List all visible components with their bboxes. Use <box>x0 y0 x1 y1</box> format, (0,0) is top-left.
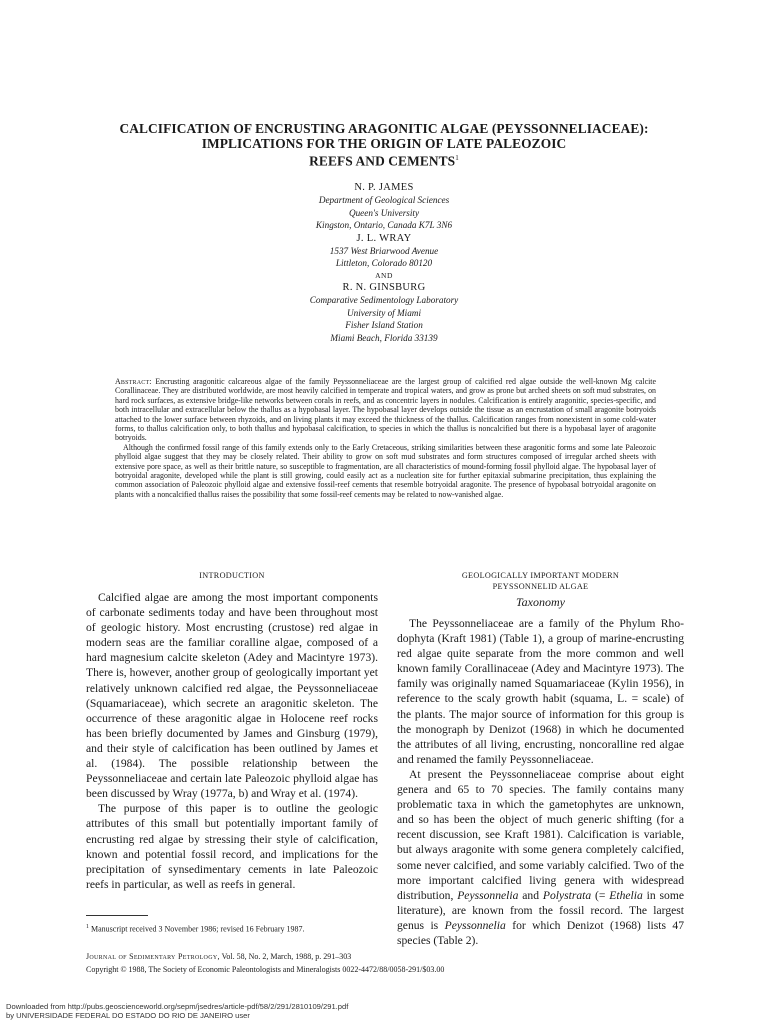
right-column <box>397 570 684 948</box>
abstract-paragraph-2: Although the confirmed fossil range of this family extends only to the Early Cretaceous, striking similarities between these aragonitic forms and some late Paleozoic phylloid algae suggest that they may be closely related. Their ability to grow on soft mud substrates and form structures composed of irregular arched sheets with extensive pore space, as well as their brittle nature, so susceptible to fragmentation, are all characteristics of mound-forming fossil phylloid algae. The hypobasal layer of botryoidal aragonite, developed while the plant is still growing, could easily act as a nucleation site for further epitaxial submarine precipitation, thus explaining the common association of Paleozoic phylloid algae and extensive fossil-reef cements that resemble botryoidal aragonite. The presence of hypobasal botryoidal aragonite on plants with a noncalcified thallus raises the possibility that some fossil-reef cements may be related to now-vanished algae. <box>115 442 656 499</box>
author-wray-street: 1537 West Briarwood Avenue <box>329 245 439 256</box>
title-line-3-text: REEFS AND CEMENTS <box>309 153 456 169</box>
author-wray-city: Littleton, Colorado 80120 <box>335 258 433 269</box>
author-name-wray: J. L. WRAY <box>356 232 412 244</box>
genus-polystrata: Polystrata <box>542 888 592 902</box>
abstract-paragraph-1-text: Encrusting aragonitic calcareous algae of the family Peyssonneliaceae are the largest group of calcified red algae outside the well-known Mg calcite Corallinaceae. They are distributed worldwide, are most heavily calcified in temperate and tropical waters, and grow as prone but arched sheets on soft mud substrates, on hard rock surfaces, as extensive bridge-like networks between corals in reefs, and as concentric layers in nodules. Calcification is entirely aragonitic, species-specific, and both intracellular and extracellular below the thallus as a hypobasal layer. The hypobasal layer develops outside the tissue as an encrustation of small aragonite botryoids attached to the lower surface between rhyzoids, and on living plants it may exceed the thickness of the thallus. Calcification ranges from nonexistent in some cold-water forms, to thallus calcification only, to both thallus and hypobasal calcification, to species in which the thallus is noncalcified but there is a hypobasal layer of aragonite botryoids. <box>115 377 656 443</box>
taxonomy-subheading: Taxonomy <box>516 595 565 609</box>
paper-title <box>100 121 668 168</box>
journal-volume: Vol. 58, No. 2, March, 1988, p. 291–303 <box>219 952 352 961</box>
footnote-rule <box>86 915 148 916</box>
footnote-mark: 1 <box>86 924 89 930</box>
taxonomy-paragraph-1: The Peyssonneliaceae are a family of the Phylum Rhodophyta (Kraft 1981) (Table 1), a group of marine-encrusting red algae quite separate from the more common and well known family Corallinaceae (Adey and Macintyre 1973). The family was originally named Squamariaceae (Kylin 1956), in reference to the scaly growth habit (squama, L. = scale) of the plants. The major source of information for this group is the monograph by Denizot (1968) in which he documented the attributes of all living, encrusting, noncoralline red algae and renamed the family Peyssonneliaceae. <box>397 617 684 766</box>
author-james-university: Queen's University <box>348 207 420 218</box>
abstract-label: Abstract: <box>115 377 152 386</box>
author-name-james: N. P. JAMES <box>354 182 414 193</box>
section-heading-line-1: GEOLOGICALLY IMPORTANT MODERN <box>461 571 620 580</box>
title-line-2: IMPLICATIONS FOR THE ORIGIN OF LATE PALEOZOIC <box>201 136 567 151</box>
abstract <box>115 377 656 499</box>
title-line-3 <box>100 151 668 168</box>
title-line-1: CALCIFICATION OF ENCRUSTING ARAGONITIC ALGAE (PEYSSONNELIACEAE): <box>119 121 649 136</box>
genus-peyssonnelia: Peyssonnelia <box>457 888 519 902</box>
author-james-department: Department of Geological Sciences <box>318 195 450 205</box>
section-heading <box>397 570 684 592</box>
taxonomy-body <box>397 616 684 948</box>
author-ginsburg-address: Miami Beach, Florida 33139 <box>330 332 438 343</box>
footnote-text: Manuscript received 3 November 1986; revised 16 February 1987. <box>89 924 305 934</box>
download-stamp <box>6 1002 706 1020</box>
author-ginsburg-station: Fisher Island Station <box>345 320 423 331</box>
taxonomy-p2-part-d: in some literature), are known from the fossil record. The largest genus is <box>397 888 684 932</box>
introduction-paragraph-2: The purpose of this paper is to outline the geologic attributes of this small but potentially important family of encrusting red algae by stressing their style of calcification, known and potential fossil record, and implications for the precipitation of synsedimentary cements in late Paleozoic reefs in particular, as well as reefs in general. <box>86 802 378 891</box>
journal-citation <box>86 952 686 962</box>
taxonomy-paragraph-2 <box>397 767 684 948</box>
introduction-paragraph-1: Calcified algae are among the most important components of carbonate sediments today and have been throughout most of geologic history. Most encrusting (crustose) red algae in modern seas are the familiar coralline algae, composed of a hard magnesium calcite skeleton (Adey and Macintyre 1973). There is, however, another group of geologically important yet relatively unknown calcified red algae, the Peyssonneliaceae (Squamariaceae), which secrete an aragonitic skeleton. The occurrence of these aragonitic algae in Holocene reef rocks has been briefly documented by James and Ginsburg (1979), and their style of calcification has been outlined by James et al. (1984). The possible relationship between the Peyssonneliaceae and certain late Paleozoic phylloid algae has been discussed by Wray (1977a, b) and Wray et al. (1974). <box>86 591 378 801</box>
author-ginsburg-university: University of Miami <box>347 307 421 318</box>
taxonomy-p2-part-e: for which Denizot (1968) lists 47 species (Table 2). <box>397 918 684 947</box>
title-footnote-mark: 1 <box>455 154 459 162</box>
taxonomy-p2-part-b: and <box>518 888 543 902</box>
author-block <box>200 181 568 344</box>
genus-peyssonnelia-2: Peyssonnelia <box>444 918 506 932</box>
author-and-separator: AND <box>375 270 393 280</box>
download-line-1: Downloaded from http://pubs.geoscienceworld.org/sepm/jsedres/article-pdf/58/2/291/2810109/291.pdf <box>6 1002 349 1011</box>
section-heading-line-2: PEYSSONNELID ALGAE <box>492 582 589 591</box>
footnote <box>86 922 378 935</box>
author-name-ginsburg: R. N. GINSBURG <box>342 281 426 293</box>
download-line-2: by UNIVERSIDADE FEDERAL DO ESTADO DO RIO DE JANEIRO user <box>6 1011 250 1021</box>
left-column <box>86 570 378 892</box>
introduction-heading: INTRODUCTION <box>199 571 265 580</box>
genus-ethelia: Ethelia <box>609 888 643 902</box>
taxonomy-p2-part-a: At present the Peyssonneliaceae comprise about eight genera and 65 to 70 species. The family contains many problematic taxa in which the gametophytes are unknown, and so has been the object of much generic shifting (for a recent discussion, see Kraft 1981). Calcification is variable, but always aragonite with some genera completely calcified, some never calcified, and some variably calcified. Two of the more important calcified living genera with widespread distribution, <box>397 767 684 902</box>
abstract-paragraph-1 <box>115 377 656 443</box>
author-james-address: Kingston, Ontario, Canada K7L 3N6 <box>315 220 453 231</box>
author-ginsburg-lab: Comparative Sedimentology Laboratory <box>309 294 459 305</box>
copyright-line: Copyright © 1988, The Society of Economic Paleontologists and Mineralogists 0022-4472/88/0058-291/$03.00 <box>86 965 445 974</box>
introduction-body <box>86 590 378 892</box>
journal-name: Journal of Sedimentary Petrology, <box>86 952 220 961</box>
taxonomy-p2-part-c: (= <box>591 888 610 902</box>
